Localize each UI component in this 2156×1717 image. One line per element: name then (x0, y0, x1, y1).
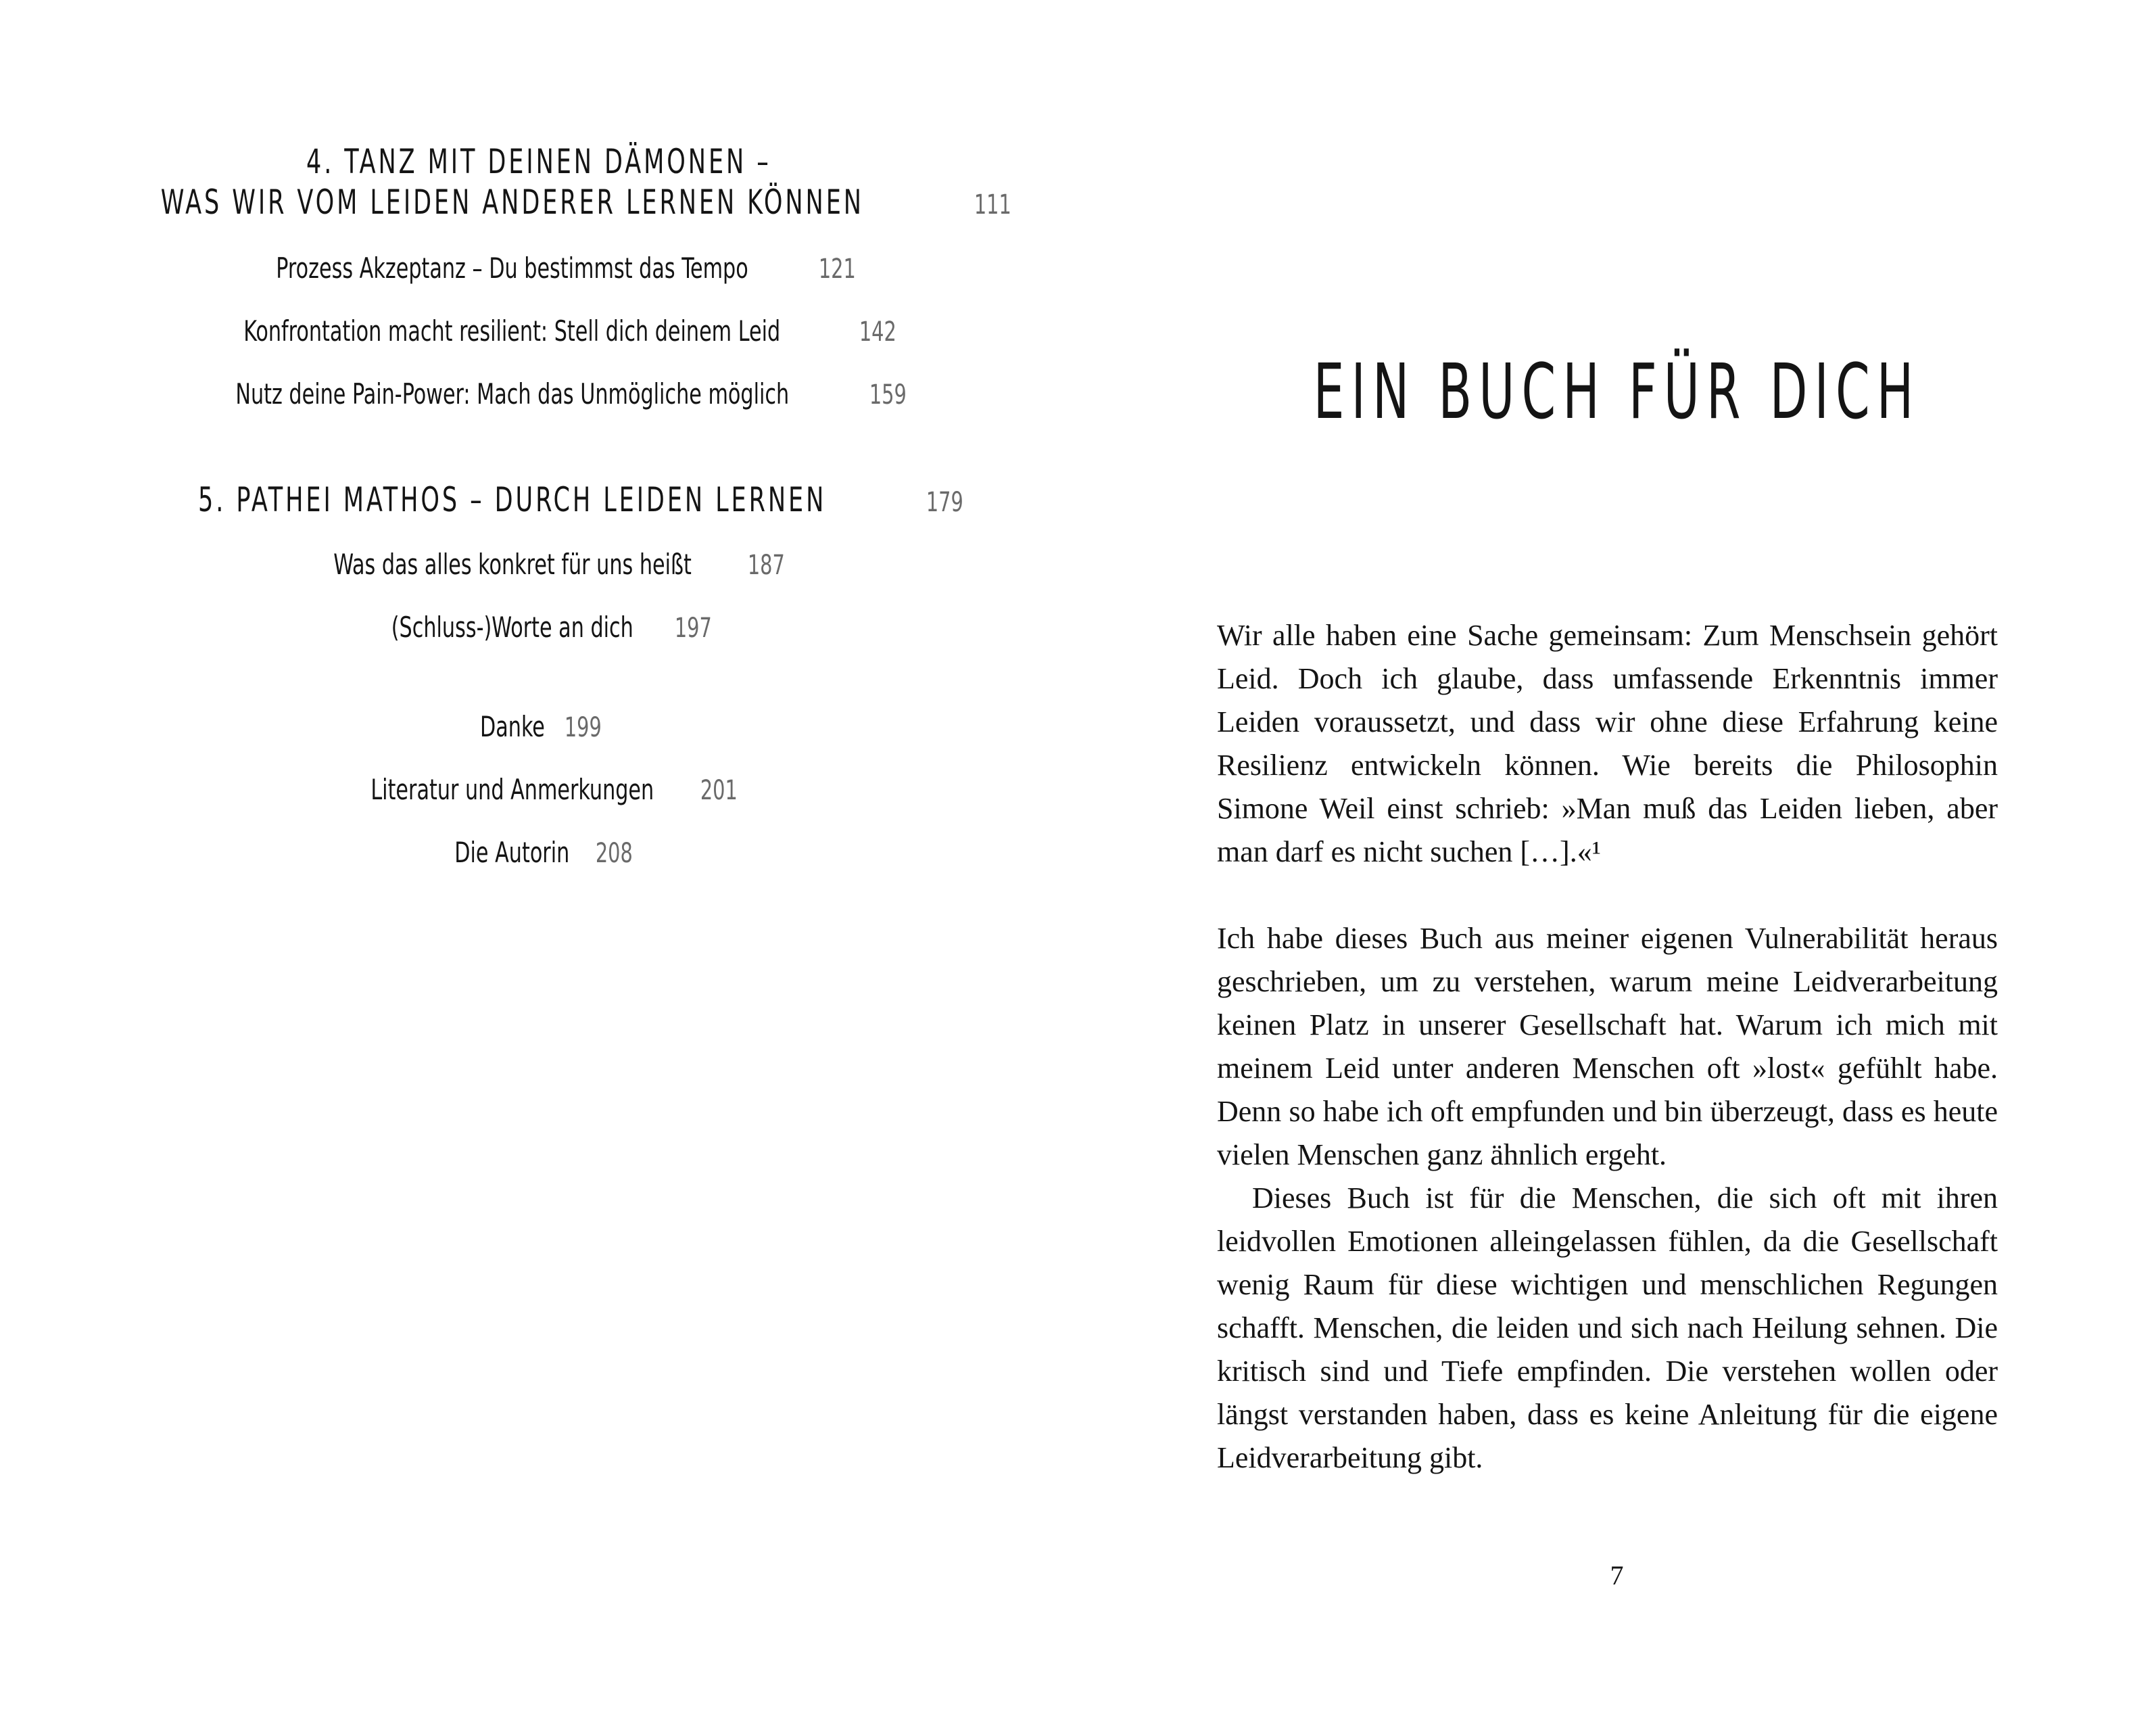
toc-entry-title: Nutz deine Pain-Power: Mach das Unmögliche möglich (235, 377, 790, 410)
toc-entry (0, 611, 1078, 644)
toc-entry-title: Die Autorin (454, 836, 570, 869)
toc-entry (0, 548, 1078, 581)
page-number: 7 (1610, 1560, 1624, 1591)
toc-page-number: 208 (595, 838, 633, 869)
toc-entry-title: Danke (479, 710, 545, 743)
toc-entry (0, 377, 1078, 410)
toc-chapter-title: WAS WIR VOM LEIDEN ANDERER LERNEN KÖNNEN (160, 183, 864, 222)
toc-entry-title: Prozess Akzeptanz – Du bestimmst das Tempo (276, 252, 748, 285)
toc-entry-title: (Schluss-)Worte an dich (391, 611, 633, 644)
toc-page-number: 199 (564, 712, 602, 743)
toc-page-number: 201 (700, 775, 738, 806)
toc-chapter-title: 5. PATHEI MATHOS – DURCH LEIDEN LERNEN (198, 480, 827, 519)
toc-chapter-title: 4. TANZ MIT DEINEN DÄMONEN – (306, 142, 771, 181)
toc-back-matter-entry (0, 710, 1078, 743)
body-text (1217, 614, 1998, 1480)
toc-page-number: 187 (747, 550, 785, 581)
paragraph: Wir alle haben eine Sache gemeinsam: Zum Menschsein gehört Leid. Doch ich glaube, dass umfassende Erkenntnis immer Leiden voraussetzt, und dass wir ohne diese Erfahrung keine Resilienz entwickeln können. Wie bereits die Philosophin Simone Weil einst schrieb: »Man muß das Leiden lieben, aber man darf es nicht suchen […].«¹ (1217, 619, 1998, 868)
paragraph: Dieses Buch ist für die Menschen, die sich oft mit ihren leidvollen Emotionen alleingelassen fühlen, da die Gesellschaft wenig Raum für diese wichtigen und menschlichen Regungen schafft. Menschen, die leiden und sich nach Heilung sehnen. Die kritisch sind und Tiefe empfinden. Die verstehen wollen oder längst verstanden haben, dass es keine Anleitung für die eigene Leidverarbeitung gibt. (1217, 1181, 1998, 1474)
toc-page-number: 111 (974, 189, 1012, 220)
toc-page-number: 197 (675, 613, 713, 644)
toc-chapter-5 (0, 480, 1078, 519)
toc-chapter-4-line-2 (0, 183, 1078, 222)
toc-entry-title: Konfrontation macht resilient: Stell dich deinem Leid (243, 314, 781, 348)
toc-entry (0, 314, 1078, 348)
toc-entry-title: Was das alles konkret für uns heißt (333, 548, 692, 581)
paragraph: Ich habe dieses Buch aus meiner eigenen Vulnerabilität heraus geschrieben, um zu verstehen, warum meine Leidverarbeitung keinen Platz in unserer Gesellschaft hat. Warum ich mich mit meinem Leid unter anderen Menschen oft »lost« gefühlt habe. Denn so habe ich oft empfunden und bin überzeugt, dass es heute vielen Menschen ganz ähnlich ergeht. (1217, 922, 1998, 1171)
toc-chapter-4-line-1 (0, 142, 1078, 181)
toc-page-number: 179 (926, 487, 964, 518)
toc-entry-title: Literatur und Anmerkungen (370, 773, 654, 806)
toc-page-number: 159 (869, 379, 907, 410)
toc-back-matter-entry (0, 773, 1078, 806)
toc-page-number: 142 (859, 316, 896, 348)
chapter-heading (1078, 348, 2156, 436)
chapter-heading-text: EIN BUCH FÜR DICH (1313, 348, 1921, 436)
toc-entry (0, 252, 1078, 285)
toc-back-matter-entry (0, 836, 1078, 869)
toc-page-number: 121 (819, 254, 856, 285)
